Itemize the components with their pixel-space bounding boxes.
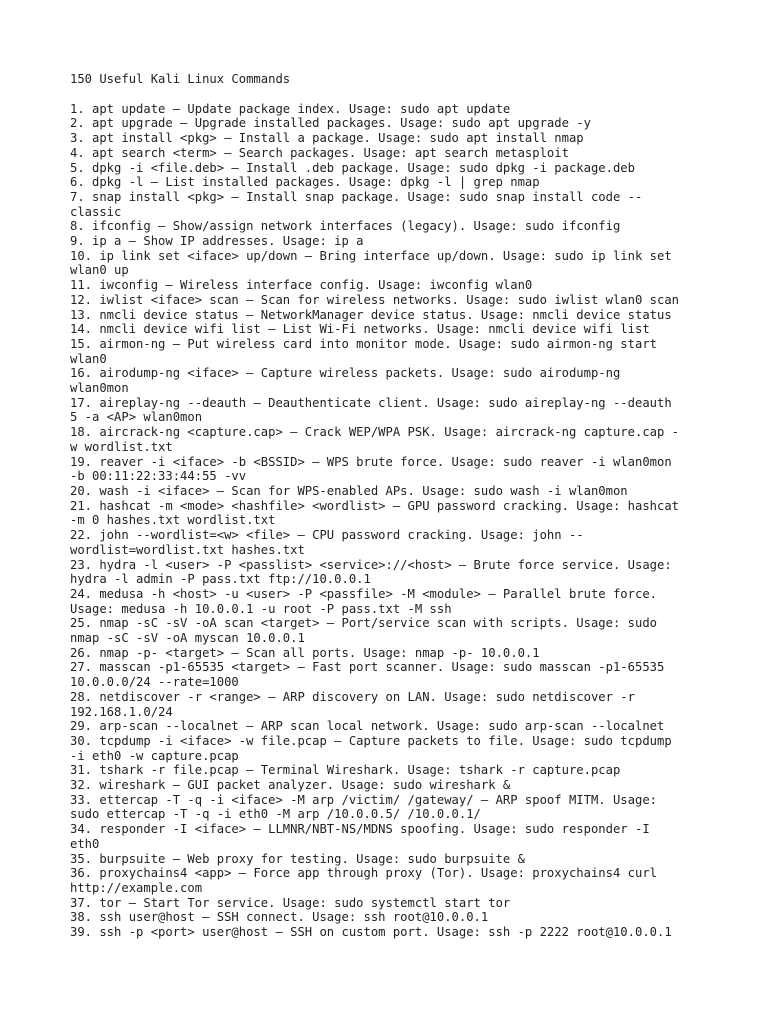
command-item: 34. responder -I <iface> — LLMNR/NBT-NS/MDNS spoofing. Usage: sudo responder -I eth0 <box>70 822 650 851</box>
command-item: 13. nmcli device status — NetworkManager device status. Usage: nmcli device status <box>70 307 672 322</box>
command-item: 39. ssh -p <port> user@host — SSH on custom port. Usage: ssh -p 2222 root@10.0.0.1 <box>70 925 672 940</box>
command-item: 33. ettercap -T -q -i <iface> -M arp /victim/ /gateway/ — ARP spoof MITM. Usage: sudo ettercap -T -q -i eth0 -M arp /10.0.0.5/ /10.0.0.1/ <box>70 792 657 822</box>
command-item: 30. tcpdump -i <iface> -w file.pcap — Capture packets to file. Usage: sudo tcpdump -i eth0 -w capture.pcap <box>70 733 672 763</box>
command-item: 17. aireplay-ng --deauth — Deauthenticate client. Usage: sudo aireplay-ng --deauth 5 -a <AP> wlan0mon <box>70 395 672 425</box>
command-item: 20. wash -i <iface> — Scan for WPS-enabled APs. Usage: sudo wash -i wlan0mon <box>70 483 628 498</box>
command-item: 7. snap install <pkg> — Install snap package. Usage: sudo snap install code -- classic <box>70 189 643 219</box>
command-item: 37. tor — Start Tor service. Usage: sudo systemctl start tor <box>70 895 511 910</box>
command-list <box>70 102 700 940</box>
command-item: 10. ip link set <iface> up/down — Bring interface up/down. Usage: sudo ip link set wlan0 up <box>70 248 672 278</box>
command-item: 3. apt install <pkg> — Install a package. Usage: sudo apt install nmap <box>70 131 584 146</box>
command-item: 38. ssh user@host — SSH connect. Usage: ssh root@10.0.0.1 <box>70 910 489 925</box>
command-item: 6. dpkg -l — List installed packages. Usage: dpkg -l | grep nmap <box>70 175 540 190</box>
command-item: 26. nmap -p- <target> — Scan all ports. Usage: nmap -p- 10.0.0.1 <box>70 645 540 660</box>
command-item: 22. john --wordlist=<w> <file> — CPU password cracking. Usage: john -- wordlist=wordlist.txt hashes.txt <box>70 528 584 557</box>
command-item: 27. masscan -p1-65535 <target> — Fast port scanner. Usage: sudo masscan -p1-65535 10.0.0.0/24 --rate=1000 <box>70 660 665 690</box>
command-item: 15. airmon-ng — Put wireless card into monitor mode. Usage: sudo airmon-ng start wlan0 <box>70 336 657 366</box>
command-item: 25. nmap -sC -sV -oA scan <target> — Port/service scan with scripts. Usage: sudo nmap -sC -sV -oA myscan 10.0.0.1 <box>70 616 657 646</box>
command-item: 18. aircrack-ng <capture.cap> — Crack WEP/WPA PSK. Usage: aircrack-ng capture.cap - w wordlist.txt <box>70 425 680 454</box>
command-item: 21. hashcat -m <mode> <hashfile> <wordlist> — GPU password cracking. Usage: hashcat -m 0 hashes.txt wordlist.txt <box>70 498 680 528</box>
command-item: 4. apt search <term> — Search packages. Usage: apt search metasploit <box>70 145 569 160</box>
command-item: 24. medusa -h <host> -u <user> -P <passfile> -M <module> — Parallel brute force. Usage: medusa -h 10.0.0.1 -u root -P pass.txt -M ssh <box>70 586 657 616</box>
command-item: 36. proxychains4 <app> — Force app through proxy (Tor). Usage: proxychains4 curl http://example.com <box>70 866 657 895</box>
command-item: 23. hydra -l <user> -P <passlist> <service>://<host> — Brute force service. Usage: hydra -l admin -P pass.txt ftp://10.0.0.1 <box>70 557 672 587</box>
command-item: 16. airodump-ng <iface> — Capture wireless packets. Usage: sudo airodump-ng wlan0mon <box>70 366 621 396</box>
command-item: 29. arp-scan --localnet — ARP scan local network. Usage: sudo arp-scan --localnet <box>70 719 665 734</box>
command-item: 31. tshark -r file.pcap — Terminal Wireshark. Usage: tshark -r capture.pcap <box>70 763 621 778</box>
command-item: 2. apt upgrade — Upgrade installed packages. Usage: sudo apt upgrade -y <box>70 116 591 131</box>
command-item: 35. burpsuite — Web proxy for testing. Usage: sudo burpsuite & <box>70 851 525 866</box>
document-page <box>70 72 700 940</box>
command-item: 9. ip a — Show IP addresses. Usage: ip a <box>70 234 364 249</box>
command-item: 12. iwlist <iface> scan — Scan for wireless networks. Usage: sudo iwlist wlan0 scan <box>70 292 680 307</box>
command-item: 32. wireshark — GUI packet analyzer. Usage: sudo wireshark & <box>70 778 511 793</box>
command-item: 19. reaver -i <iface> -b <BSSID> — WPS brute force. Usage: sudo reaver -i wlan0mon -b 00:11:22:33:44:55 -vv <box>70 454 672 484</box>
command-item: 28. netdiscover -r <range> — ARP discovery on LAN. Usage: sudo netdiscover -r 192.168.1.0/24 <box>70 689 635 719</box>
document-title: 150 Useful Kali Linux Commands <box>70 72 291 86</box>
command-item: 8. ifconfig — Show/assign network interfaces (legacy). Usage: sudo ifconfig <box>70 219 621 234</box>
command-item: 5. dpkg -i <file.deb> — Install .deb package. Usage: sudo dpkg -i package.deb <box>70 160 635 175</box>
command-item: 11. iwconfig — Wireless interface config. Usage: iwconfig wlan0 <box>70 278 533 293</box>
command-item: 14. nmcli device wifi list — List Wi-Fi networks. Usage: nmcli device wifi list <box>70 322 650 337</box>
command-item: 1. apt update — Update package index. Usage: sudo apt update <box>70 101 511 116</box>
